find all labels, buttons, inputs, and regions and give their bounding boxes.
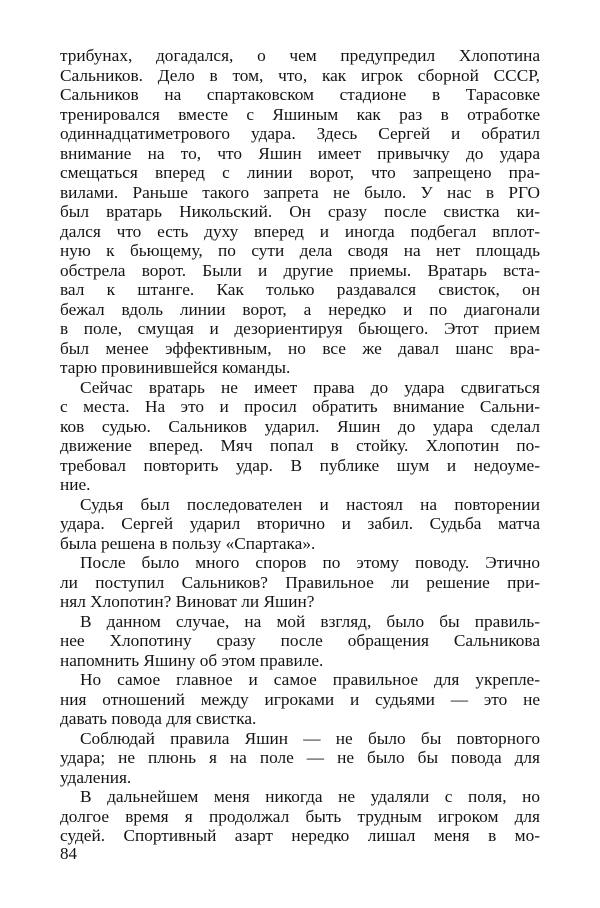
text-line: смещаться вперед с линии ворот, что запрещено пра- [60,163,540,182]
text-line: ние. [60,475,91,494]
text-line: ков судью. Сальников ударил. Яшин до удара сделал [60,416,540,436]
page-text [60,46,540,846]
text-line: Но самое главное и самое правильное для укрепле- [80,670,540,689]
text-line: Судья был последователен и настоял на повторении [80,494,540,514]
text-line: вилами. Раньше такого запрета не было. У нас в РГО [60,182,540,202]
text-line: вал к штанге. Как только раздавался свисток, он [60,280,540,299]
text-line: ли поступил Сальников? Правильное ли решение при- [60,572,540,592]
text-line: трибунах, догадался, о чем предупредил Хлопотина [60,46,540,65]
text-line: требовал повторить удар. В публике шум и недоуме- [60,455,540,475]
text-line: тренировался вместе с Яшиным как раз в отработке [60,104,540,124]
text-line: судей. Спортивный азарт нередко лишал меня в мо- [60,826,540,845]
text-line: нял Хлопотин? Виноват ли Яшин? [60,592,315,611]
text-line: Сальников на спартаковском стадионе в Тарасовке [60,85,540,104]
text-line: одиннадцатиметрового удара. Здесь Сергей и обратил [60,124,540,143]
text-line: давать повода для свистка. [60,709,257,728]
text-line: Сальников. Дело в том, что, как игрок сборной СССР, [60,65,540,85]
text-line: тарю провинившейся команды. [60,358,291,377]
text-line: ную к бьющему, по сути дела сводя на нет площадь [60,241,540,260]
page-number: 84 [60,844,77,863]
text-line: удара; не плюнь я на поле — не было бы повода для [60,748,540,767]
text-line: нее Хлопотину сразу после обращения Сальникова [60,631,540,650]
text-line: Соблюдай правила Яшин — не было бы повторного [80,728,540,748]
text-line: был менее эффективным, но все же давал шанс вра- [60,338,540,358]
text-line: Сейчас вратарь не имеет права до удара сдвигаться [80,377,540,397]
text-line: в поле, смущая и дезориентируя бьющего. Этот прием [60,319,540,338]
text-line: внимание на то, что Яшин имеет привычку до удара [60,143,540,163]
text-line: обстрела ворот. Были и другие приемы. Вратарь вста- [60,260,540,280]
text-line: После было много споров по этому поводу. Этично [80,553,540,572]
text-line: была решена в пользу «Спартака». [60,533,316,553]
text-line: движение вперед. Мяч попал в стойку. Хлопотин по- [60,436,540,455]
text-line: удаления. [60,767,132,787]
text-line: с места. На это и просил обратить внимание Сальни- [60,397,540,416]
text-line: напомнить Яшину об этом правиле. [60,650,324,670]
text-line: был вратарь Никольский. Он сразу после свистка ки- [60,202,540,221]
text-line: В дальнейшем меня никогда не удаляли с поля, но [80,787,540,806]
text-line: удара. Сергей ударил вторично и забил. Судьба матча [60,514,540,533]
text-line: долгое время я продолжал быть трудным игроком для [60,806,540,826]
text-line: В данном случае, на мой взгляд, было бы правиль- [80,611,540,631]
text-line: дался что есть духу вперед и иногда подбегал вплот- [60,221,540,241]
text-line: ния отношений между игроками и судьями — это не [60,689,540,709]
text-line: бежал вдоль линии ворот, а нередко и по диагонали [60,299,540,319]
